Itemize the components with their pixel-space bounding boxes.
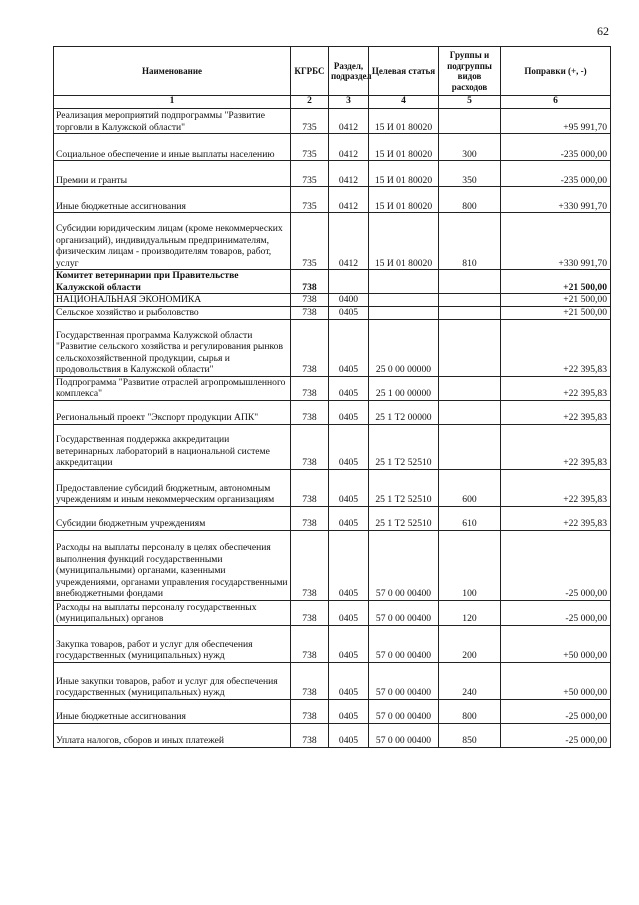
table-cell-amount: +22 395,83 [501, 506, 611, 530]
table-cell-amount: +21 500,00 [501, 294, 611, 307]
table-cell-target: 25 1 Т2 00000 [369, 400, 439, 424]
table-row [54, 213, 611, 270]
table-cell-section: 0405 [329, 424, 369, 469]
page-number: 62 [597, 24, 609, 38]
table-cell-name: Иные бюджетные ассигнования [54, 187, 291, 213]
table-cell-group: 200 [439, 625, 501, 662]
table-cell-amount: -25 000,00 [501, 699, 611, 723]
table-cell-amount: +22 395,83 [501, 376, 611, 400]
table-cell-amount: +50 000,00 [501, 662, 611, 699]
column-number: 2 [291, 96, 329, 109]
table-cell-section: 0405 [329, 625, 369, 662]
table-cell-group [439, 294, 501, 307]
table-cell-section: 0412 [329, 161, 369, 187]
table-cell-name: Расходы на выплаты персоналу в целях обеспечения выполнения функций государственными (муниципальными) органами, казенными учреждениями, органами управления государственными внебюджетными фондами [54, 530, 291, 600]
table-row [54, 134, 611, 161]
table-cell-target: 15 И 01 80020 [369, 187, 439, 213]
table-cell-amount: -25 000,00 [501, 600, 611, 625]
table-cell-name: Иные бюджетные ассигнования [54, 699, 291, 723]
table-cell-section: 0405 [329, 400, 369, 424]
table-row [54, 530, 611, 600]
table-cell-target: 57 0 00 00400 [369, 530, 439, 600]
table-row [54, 306, 611, 319]
table-cell-kgrbs: 738 [291, 600, 329, 625]
column-number: 5 [439, 96, 501, 109]
table-cell-group [439, 319, 501, 376]
table-row [54, 161, 611, 187]
table-cell-group: 810 [439, 213, 501, 270]
table-cell-amount: +22 395,83 [501, 469, 611, 506]
table-cell-kgrbs: 735 [291, 161, 329, 187]
table-cell-amount: +95 991,70 [501, 109, 611, 134]
table-cell-target: 57 0 00 00400 [369, 600, 439, 625]
table-cell-section: 0405 [329, 530, 369, 600]
table-cell-group [439, 109, 501, 134]
table-cell-name: Сельское хозяйство и рыболовство [54, 306, 291, 319]
table-cell-target: 25 1 00 00000 [369, 376, 439, 400]
table-cell-section: 0412 [329, 213, 369, 270]
table-cell-amount: -25 000,00 [501, 530, 611, 600]
table-row [54, 270, 611, 294]
column-number-row [54, 96, 611, 109]
table-cell-section: 0412 [329, 109, 369, 134]
table-cell-section: 0405 [329, 699, 369, 723]
column-number: 6 [501, 96, 611, 109]
table-row [54, 506, 611, 530]
table-row [54, 400, 611, 424]
table-cell-kgrbs: 735 [291, 213, 329, 270]
table-row [54, 294, 611, 307]
table-cell-kgrbs: 738 [291, 306, 329, 319]
table-cell-kgrbs: 738 [291, 662, 329, 699]
table-cell-amount: +22 395,83 [501, 400, 611, 424]
table-cell-section: 0405 [329, 662, 369, 699]
table-cell-kgrbs: 738 [291, 469, 329, 506]
table-row [54, 625, 611, 662]
table-cell-name: Иные закупки товаров, работ и услуг для обеспечения государственных (муниципальных) нужд [54, 662, 291, 699]
table-row [54, 699, 611, 723]
table-cell-target: 15 И 01 80020 [369, 213, 439, 270]
table-cell-name: НАЦИОНАЛЬНАЯ ЭКОНОМИКА [54, 294, 291, 307]
table-cell-group: 600 [439, 469, 501, 506]
table-cell-section: 0412 [329, 134, 369, 161]
table-cell-name: Комитет ветеринарии при Правительстве Калужской области [54, 270, 291, 294]
column-number: 3 [329, 96, 369, 109]
table-cell-kgrbs: 735 [291, 134, 329, 161]
header-target: Целевая статья [369, 47, 439, 96]
table-cell-group: 100 [439, 530, 501, 600]
table-cell-section: 0405 [329, 506, 369, 530]
table-cell-target: 15 И 01 80020 [369, 134, 439, 161]
table-cell-target: 25 1 Т2 52510 [369, 506, 439, 530]
table-cell-kgrbs: 738 [291, 424, 329, 469]
table-row [54, 600, 611, 625]
table-row [54, 319, 611, 376]
table-cell-group [439, 306, 501, 319]
table-cell-target [369, 306, 439, 319]
table-cell-group: 300 [439, 134, 501, 161]
table-cell-section: 0405 [329, 469, 369, 506]
table-cell-section: 0405 [329, 376, 369, 400]
table-cell-section: 0405 [329, 723, 369, 747]
table-cell-group: 800 [439, 187, 501, 213]
table-cell-name: Подпрограмма "Развитие отраслей агропромышленного комплекса" [54, 376, 291, 400]
table-cell-target: 57 0 00 00400 [369, 723, 439, 747]
table-cell-name: Предоставление субсидий бюджетным, автономным учреждениям и иным некоммерческим организациям [54, 469, 291, 506]
column-number: 1 [54, 96, 291, 109]
table-row [54, 662, 611, 699]
table-cell-kgrbs: 738 [291, 723, 329, 747]
table-cell-group: 610 [439, 506, 501, 530]
header-kgrbs: КГРБС [291, 47, 329, 96]
table-cell-name: Региональный проект "Экспорт продукции АПК" [54, 400, 291, 424]
table-cell-section: 0405 [329, 600, 369, 625]
table-row [54, 723, 611, 747]
table-cell-kgrbs: 738 [291, 270, 329, 294]
table-cell-kgrbs: 738 [291, 319, 329, 376]
table-cell-kgrbs: 738 [291, 506, 329, 530]
table-header-row [54, 47, 611, 96]
table-cell-name: Закупка товаров, работ и услуг для обеспечения государственных (муниципальных) нужд [54, 625, 291, 662]
table-cell-name: Государственная поддержка аккредитации ветеринарных лабораторий в национальной системе аккредитации [54, 424, 291, 469]
table-cell-amount: -25 000,00 [501, 723, 611, 747]
table-cell-kgrbs: 738 [291, 294, 329, 307]
table-cell-target: 25 0 00 00000 [369, 319, 439, 376]
table-cell-name: Социальное обеспечение и иные выплаты населению [54, 134, 291, 161]
header-group: Группы и подгруппы видов расходов [439, 47, 501, 96]
table-cell-target: 15 И 01 80020 [369, 161, 439, 187]
table-cell-name: Премии и гранты [54, 161, 291, 187]
table-cell-name: Государственная программа Калужской области "Развитие сельского хозяйства и регулирования рынков сельскохозяйственной продукции, сырья и продовольствия в Калужской области" [54, 319, 291, 376]
table-cell-kgrbs: 735 [291, 109, 329, 134]
table-cell-amount: +330 991,70 [501, 187, 611, 213]
table-cell-target [369, 294, 439, 307]
table-cell-kgrbs: 738 [291, 625, 329, 662]
table-cell-section: 0405 [329, 306, 369, 319]
table-cell-section: 0400 [329, 294, 369, 307]
table-cell-group [439, 376, 501, 400]
table-cell-group: 120 [439, 600, 501, 625]
table-cell-target: 57 0 00 00400 [369, 699, 439, 723]
header-name: Наименование [54, 47, 291, 96]
table-cell-target: 15 И 01 80020 [369, 109, 439, 134]
table-cell-target: 25 1 Т2 52510 [369, 469, 439, 506]
table-cell-amount: +22 395,83 [501, 319, 611, 376]
table-cell-group: 850 [439, 723, 501, 747]
table-cell-name: Уплата налогов, сборов и иных платежей [54, 723, 291, 747]
table-row [54, 109, 611, 134]
table-cell-amount: +50 000,00 [501, 625, 611, 662]
table-cell-group: 240 [439, 662, 501, 699]
header-section: Раздел, подраздел [329, 47, 369, 96]
table-cell-target: 57 0 00 00400 [369, 662, 439, 699]
table-row [54, 376, 611, 400]
table-cell-group: 350 [439, 161, 501, 187]
table-cell-kgrbs: 738 [291, 400, 329, 424]
table-cell-kgrbs: 738 [291, 699, 329, 723]
table-cell-name: Реализация мероприятий подпрограммы "Развитие торговли в Калужской области" [54, 109, 291, 134]
table-cell-group [439, 270, 501, 294]
table-cell-amount: +22 395,83 [501, 424, 611, 469]
table-cell-target [369, 270, 439, 294]
table-cell-amount: +21 500,00 [501, 306, 611, 319]
table-row [54, 424, 611, 469]
table-cell-section: 0405 [329, 319, 369, 376]
header-amount: Поправки (+, -) [501, 47, 611, 96]
table-row [54, 187, 611, 213]
column-number: 4 [369, 96, 439, 109]
table-cell-amount: -235 000,00 [501, 161, 611, 187]
table-cell-kgrbs: 738 [291, 376, 329, 400]
table-cell-amount: +21 500,00 [501, 270, 611, 294]
table-cell-amount: +330 991,70 [501, 213, 611, 270]
table-cell-kgrbs: 738 [291, 530, 329, 600]
table-cell-target: 25 1 Т2 52510 [369, 424, 439, 469]
budget-amendments-table [53, 46, 611, 748]
table-cell-name: Субсидии юридическим лицам (кроме некоммерческих организаций), индивидуальным предпринимателям, физическим лицам - производителям товаров, работ, услуг [54, 213, 291, 270]
table-cell-name: Субсидии бюджетным учреждениям [54, 506, 291, 530]
table-cell-kgrbs: 735 [291, 187, 329, 213]
table-cell-name: Расходы на выплаты персоналу государственных (муниципальных) органов [54, 600, 291, 625]
table-cell-target: 57 0 00 00400 [369, 625, 439, 662]
table-cell-group [439, 400, 501, 424]
table-cell-section [329, 270, 369, 294]
table-cell-group: 800 [439, 699, 501, 723]
table-cell-amount: -235 000,00 [501, 134, 611, 161]
table-row [54, 469, 611, 506]
table-cell-group [439, 424, 501, 469]
table-cell-section: 0412 [329, 187, 369, 213]
